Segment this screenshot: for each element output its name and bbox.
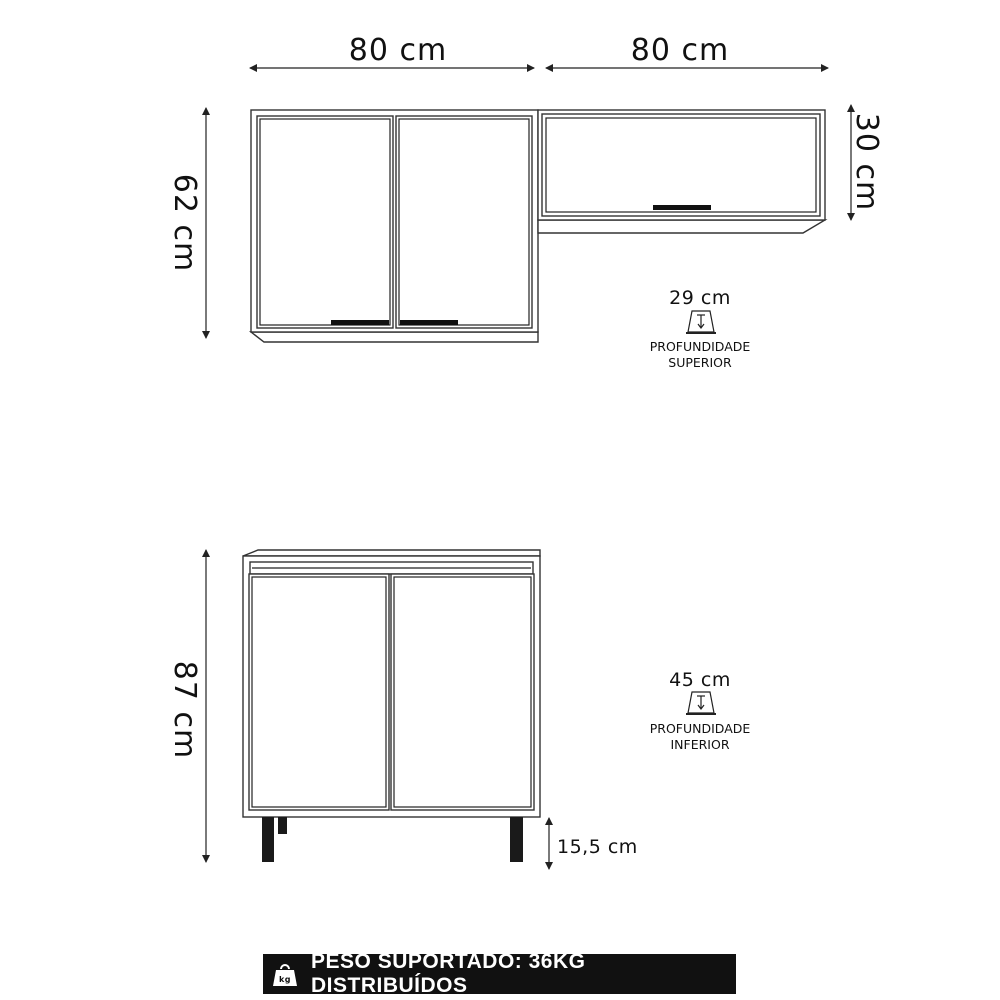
leg-back-left <box>278 817 287 834</box>
upper-left-door-left-handle <box>331 320 389 325</box>
leg-front-right <box>510 817 523 862</box>
upper-right-cabinet-base <box>538 220 825 233</box>
depth-icon <box>686 692 716 714</box>
upper-right-height-label: 30 cm <box>849 112 884 212</box>
lower-depth-label-line2: INFERIOR <box>670 737 730 752</box>
weight-kg-icon <box>271 960 299 988</box>
depth-icon <box>686 311 716 333</box>
lower-depth-label-line1: PROFUNDIDADE <box>649 721 751 736</box>
lower-cabinet-countertop <box>243 550 540 556</box>
upper-depth-value: 29 cm <box>669 287 731 309</box>
upper-right-door-handle <box>653 205 711 210</box>
lower-door-right <box>391 574 534 810</box>
upper-left-door-left <box>257 116 393 328</box>
upper-left-cabinet-base <box>251 332 538 342</box>
lower-cabinet <box>243 550 540 862</box>
upper-right-door <box>542 114 820 216</box>
upper-left-width-label: 80 cm <box>348 33 448 68</box>
upper-left-cabinet <box>251 110 538 342</box>
lower-door-left <box>249 574 389 810</box>
leg-height-label: 15,5 cm <box>557 836 638 858</box>
upper-right-width-label: 80 cm <box>630 33 730 68</box>
upper-right-cabinet <box>538 110 825 233</box>
upper-depth-label-line2: SUPERIOR <box>668 355 732 370</box>
leg-front-left <box>262 817 274 862</box>
upper-left-door-right-handle <box>400 320 458 325</box>
weight-capacity-banner <box>263 950 736 997</box>
upper-left-height-label: 62 cm <box>167 173 202 273</box>
lower-depth-indicator <box>650 669 751 752</box>
upper-depth-indicator <box>650 287 751 370</box>
lower-height-label: 87 cm <box>167 660 202 760</box>
upper-depth-label-line1: PROFUNDIDADE <box>649 339 751 354</box>
upper-left-door-right <box>396 116 532 328</box>
svg-text:kg: kg <box>278 975 292 984</box>
lower-depth-value: 45 cm <box>669 669 731 691</box>
weight-capacity-text: PESO SUPORTADO: 36KG DISTRIBUÍDOS <box>311 950 586 997</box>
